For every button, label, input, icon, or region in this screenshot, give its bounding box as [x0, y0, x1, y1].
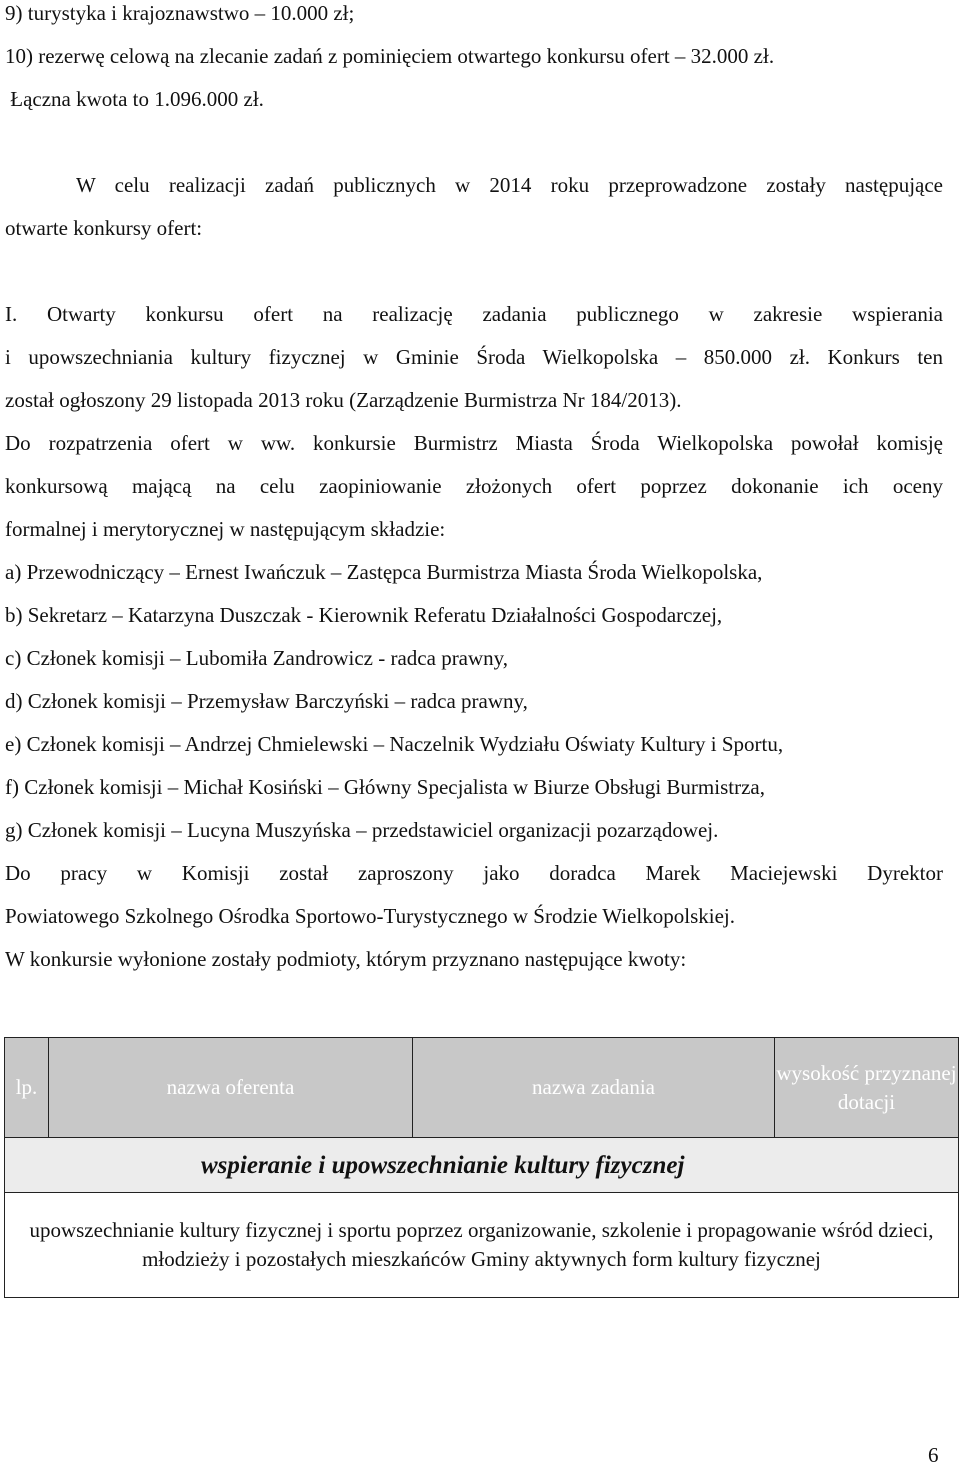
committee-member-e: e) Członek komisji – Andrzej Chmielewski – Naczelnik Wydziału Oświaty Kultury i Sportu, — [5, 732, 784, 756]
section-title: wspieranie i upowszechnianie kultury fizycznej — [5, 1138, 959, 1193]
text-line-9: Do rozpatrzenia ofert w ww. konkursie Burmistrz Miasta Środa Wielkopolska powołał komisję — [5, 431, 943, 455]
text-line-1: 9) turystyka i krajoznawstwo – 10.000 zł; — [5, 1, 355, 25]
header-dotacja: wysokość przyznanej dotacji — [775, 1038, 959, 1138]
header-zadanie: nazwa zadania — [413, 1038, 775, 1138]
text-line-7: i upowszechniania kultury fizycznej w Gminie Środa Wielkopolska – 850.000 zł. Konkurs ten — [5, 345, 943, 369]
task-description: upowszechnianie kultury fizycznej i sportu poprzez organizowanie, szkolenie i propagowanie wśród dzieci, młodzieży i pozostałych mieszkańców Gminy aktywnych form kultury fizycznej — [5, 1193, 959, 1298]
text-line-8: został ogłoszony 29 listopada 2013 roku (Zarządzenie Burmistrza Nr 184/2013). — [5, 388, 682, 412]
text-line-19: Do pracy w Komisji został zaproszony jako doradca Marek Maciejewski Dyrektor — [5, 861, 943, 885]
text-line-6: I. Otwarty konkursu ofert na realizację zadania publicznego w zakresie wspierania — [5, 302, 943, 326]
committee-member-d: d) Członek komisji – Przemysław Barczyński – radca prawny, — [5, 689, 528, 713]
page-number: 6 — [928, 1443, 939, 1467]
committee-member-c: c) Członek komisji – Lubomiła Zandrowicz - radca prawny, — [5, 646, 509, 670]
committee-member-a: a) Przewodniczący – Ernest Iwańczuk – Zastępca Burmistrza Miasta Środa Wielkopolska, — [5, 560, 763, 584]
text-line-10: konkursową mającą na celu zaopiniowanie złożonych ofert poprzez dokonanie ich oceny — [5, 474, 943, 498]
grants-table — [4, 1037, 959, 1298]
text-line-21: W konkursie wyłonione zostały podmioty, którym przyznano następujące kwoty: — [5, 947, 687, 971]
header-oferent: nazwa oferenta — [49, 1038, 413, 1138]
text-line-11: formalnej i merytorycznej w następującym składzie: — [5, 517, 446, 541]
text-line-4: W celu realizacji zadań publicznych w 2014 roku przeprowadzone zostały następujące — [76, 173, 943, 197]
header-lp: lp. — [5, 1038, 49, 1138]
table-row — [5, 1193, 959, 1298]
table-header-row — [5, 1038, 959, 1138]
text-line-20: Powiatowego Szkolnego Ośrodka Sportowo-Turystycznego w Środzie Wielkopolskiej. — [5, 904, 735, 928]
committee-member-b: b) Sekretarz – Katarzyna Duszczak - Kierownik Referatu Działalności Gospodarczej, — [5, 603, 723, 627]
text-line-3: Łączna kwota to 1.096.000 zł. — [5, 87, 264, 111]
text-line-2: 10) rezerwę celową na zlecanie zadań z pominięciem otwartego konkursu ofert – 32.000 zł. — [5, 44, 775, 68]
text-line-5: otwarte konkursy ofert: — [5, 216, 203, 240]
committee-member-f: f) Członek komisji – Michał Kosiński – Główny Specjalista w Biurze Obsługi Burmistrza, — [5, 775, 765, 799]
committee-member-g: g) Członek komisji – Lucyna Muszyńska – przedstawiciel organizacji pozarządowej. — [5, 818, 719, 842]
table-section-row — [5, 1138, 959, 1193]
